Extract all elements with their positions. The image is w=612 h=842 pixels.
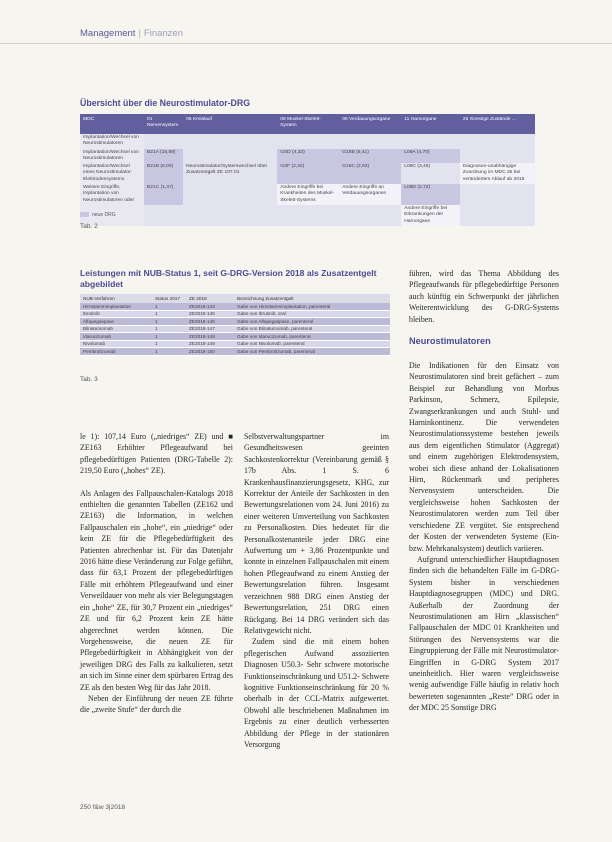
table1-cell: I10F (2,32) xyxy=(277,163,339,184)
table1-cell xyxy=(277,205,339,226)
header-subsection: Finanzen xyxy=(143,28,184,39)
table1-header-cell: 25 Sonstige Zustände ... xyxy=(460,114,535,134)
table2-header-cell: NUB-Verfahren xyxy=(80,294,152,303)
table2-cell: 1 xyxy=(152,325,186,333)
running-header xyxy=(80,28,183,39)
table2-cell: 1 xyxy=(152,310,186,318)
table1-header-cell: 01 Nervensystem xyxy=(144,114,183,134)
table1-title: Übersicht über die Neurostimulator-DRG xyxy=(80,98,251,108)
table1-cell xyxy=(460,205,535,226)
table1-cell xyxy=(144,205,183,226)
table2-cell: Gabe von Alfapegaspase, parenteral xyxy=(234,318,390,326)
table2-cell: Gabe von Hirnstammimplantation, parenteral xyxy=(234,303,390,310)
table2-header-cell: Bezeichnung Zusatzentgelt xyxy=(234,294,390,303)
paragraph: le 1): 107,14 Euro („niedriges“ ZE) und ■ ZE163 Erhöhter Pflegeaufwand bei pflegebedürftigen Patienten (DRG-Tabelle 2): 219,50 Euro („hohes“ ZE). xyxy=(80,432,233,476)
table1-cell: Neurostimulator/Systemwechsel über Zusatzentgelt ZE 107.01 xyxy=(183,163,277,184)
table2-header-cell: ZE 2018 xyxy=(186,294,234,303)
table1-cell: L09D (2,72) xyxy=(401,184,460,205)
table1-cell xyxy=(401,134,460,149)
table2-cell: Ibrutinib xyxy=(80,310,152,318)
header-separator: | xyxy=(138,28,141,39)
table2-cell: ZE2018-147 xyxy=(186,325,234,333)
table2-cell: ZE2018-149 xyxy=(186,340,234,348)
table1-cell xyxy=(339,134,401,149)
table2-cell: ZE2018-146 xyxy=(186,318,234,326)
table1-cell: Andere Eingriffe an Verdauungsorganen xyxy=(339,184,401,205)
legend-label: neue DRG xyxy=(92,212,116,218)
paragraph: Neben der Einführung der neuen ZE führte die „zweite Stufe“ der durch die xyxy=(80,693,233,715)
table2-row xyxy=(80,318,390,326)
table1-cell: B21C (1,47) xyxy=(144,184,183,205)
table2-cell: Gabe von Blinatumomab, parenteral xyxy=(234,325,390,333)
table2-row xyxy=(80,325,390,333)
paragraph: Zudem sind die mit einem hohen pflegerischen Aufwand assoziierten Diagnosen U50.3- Sehr schwere motorische Funktionseinschränkung und U51.2- Schwere kognitive Funktionseinschränkung für 20 % oberhalb in der CCL-Matrix aufgewertet. Obwohl alle beschriebenen Maßnahmen im Ergebnis zu einer deutlich verbesserten Abbildung der Pflege in der stationären Versorgung xyxy=(244,637,389,749)
table1-cell xyxy=(183,205,277,226)
table1-row-label: Weitere Eingriffe, Implantation von Neurostimulatoren oder xyxy=(80,184,144,205)
table2-cell: Pembrolizumab xyxy=(80,348,152,356)
body-column-3 xyxy=(409,360,559,714)
table1-caption: Tab. 2 xyxy=(80,223,98,230)
table2-cell: Gabe von Ibrutinib, oral xyxy=(234,310,390,318)
table1-header-cell: 11 Harnorgane xyxy=(401,114,460,134)
table2-row xyxy=(80,303,390,310)
table1-cell: L09C (3,46) xyxy=(401,163,460,184)
table2-row xyxy=(80,340,390,348)
table1-cell xyxy=(183,149,277,164)
paragraph: Die Indikationen für den Einsatz von Neurostimulatoren sind breit gefächert – zum Beispiel zur Behandlung von Morbus Parkinson, Schmerz, Epilepsie, Zwangserkrankungen und auch Stuhl- und Harninkontinenz. Die verwendeten Neurostimulationssysteme bestehen jeweils aus dem eigentlichen Stimulator (Aggregat) und einem zugehörigen Elektrodensystem, wobei sich diese anhand der Lokalisationen Hirn, Rückenmark und peripheres Nervensystem unterscheiden. Die vergleichsweise hohen Sachkosten der Neurostimulatoren werden zum Teil über verschiedene ZE vergütet. Sie entsprechend der Kosten der verwendeten Systeme (Ein- bzw. Mehrkanalsystem) deutlich variieren. xyxy=(409,361,559,553)
table1-header-cell: 06 Verdauungsorgane xyxy=(339,114,401,134)
section-heading: Neurostimulatoren xyxy=(409,336,491,346)
table1-cell: I10D (4,33) xyxy=(277,149,339,164)
table1-cell xyxy=(183,134,277,149)
table2-cell: ZE2018-150 xyxy=(186,348,234,356)
table1-cell: G18C (2,93) xyxy=(339,163,401,184)
table1-row xyxy=(80,163,535,184)
body-column-1 xyxy=(80,431,233,716)
table1-cell xyxy=(183,184,277,205)
table2-cell: 1 xyxy=(152,348,186,356)
table1-row xyxy=(80,149,535,164)
table2-cell: 1 xyxy=(152,340,186,348)
paragraph: führen, wird das Thema Abbildung des Pflegeaufwands für pflegebedürftige Personen auch künftig ein Schwerpunkt der jährlichen Weiterentwicklung des G-DRG-Systems bleiben. xyxy=(409,269,559,324)
table2-cell: 1 xyxy=(152,333,186,341)
table1-cell: B21A (15,89) xyxy=(144,149,183,164)
journal-name: f&w 3|2018 xyxy=(92,804,126,811)
header-rule xyxy=(0,43,612,44)
body-column-3-top xyxy=(409,268,559,325)
table2-cell: Nivolumab xyxy=(80,340,152,348)
page-number: 250 xyxy=(80,804,91,811)
table2-cell: Hirnstammimplantation xyxy=(80,303,152,310)
legend-swatch xyxy=(80,212,89,217)
table2-cell: ZE2018-144 xyxy=(186,303,234,310)
table1-row xyxy=(80,205,535,226)
body-column-2 xyxy=(244,431,389,750)
paragraph: Als Anlagen des Fallpauschalen-Katalogs 2018 enthielten die genannten Tabellen (ZE162 und ZE163) die Information, in welchen Fallpauschalen ein „hohe“, ein „niedrige“ oder kein ZE für die Pflegebedürftigkeit des Patienten abrechenbar ist. Für das Datenjahr 2016 hätte diese Veränderung zur Folge geführt, dass für 63,1 Prozent der pflegebedürftigen Fälle mit erhöhtem Pflegeaufwand und einer Verweildauer von mehr als vier Belegungstagen ein „hohe“ ZE, für 30,7 Prozent ein „niedriges“ ZE und für 6,2 Prozent kein ZE hätte abgerechnet werden können. Die Vorgehensweise, die neuen ZE für Pflegebedürftigkeit in Abhängigkeit von der jeweiligen DRG des Falls zu kalkulieren, setzt an sich im Sinne einer dem spürbaren Ertrag des ZE als den besten Weg für das Jahr 2018. xyxy=(80,488,233,692)
table2-cell: Gabe von Idarucizumab, parenteral xyxy=(234,333,390,341)
table2-caption: Tab. 3 xyxy=(80,376,98,383)
table1-cell xyxy=(144,134,183,149)
table1-cell: B21B (8,00) xyxy=(144,163,183,184)
table1-cell xyxy=(460,184,535,205)
table2-cell: Blinatumomab xyxy=(80,325,152,333)
table1-cell xyxy=(339,205,401,226)
table2-cell: ZE2018-148 xyxy=(186,333,234,341)
table2-cell: Alfapegaspase xyxy=(80,318,152,326)
table2-title: Leistungen mit NUB-Status 1, seit G-DRG-Version 2018 als Zusatzentgelt abgebildet xyxy=(80,268,377,289)
table1-header-cell: 05 Kreislauf xyxy=(183,114,277,134)
table2-cell: Gabe von Pembrolizumab, parenteral xyxy=(234,348,390,356)
table1-header-cell: 08 Muskel-Skelett-System xyxy=(277,114,339,134)
table1-cell: Andere Eingriffe bei Krankheiten des Muskel-Skelett-Systems xyxy=(277,184,339,205)
table1-header-row xyxy=(80,114,535,134)
table2-cell: Idarucizumab xyxy=(80,333,152,341)
table1-cell xyxy=(460,134,535,149)
page-footer xyxy=(80,804,125,811)
table1-cell: Diagnosen-unabhängige Zuordnung im MDC 25 bei verändertem Ablauf ab 2018 xyxy=(460,163,535,184)
table2-cell: 1 xyxy=(152,318,186,326)
table1-cell xyxy=(277,134,339,149)
table2-cell: Gabe von Nivolumab, parenteral xyxy=(234,340,390,348)
table2-row xyxy=(80,333,390,341)
table2-header-row xyxy=(80,294,390,303)
header-section: Management xyxy=(80,28,136,39)
table1-cell xyxy=(460,149,535,164)
table1-row-label: Implantation/Wechsel von Neurostimulatoren xyxy=(80,134,144,149)
table2-header-cell: Status 2017 xyxy=(152,294,186,303)
nub-status-table xyxy=(80,294,390,356)
table1-header-cell: MDC xyxy=(80,114,144,134)
paragraph: Aufgrund unterschiedlicher Hauptdiagnosen finden sich die behandelten Fälle im G-DRG-System bisher in verschiedenen Hauptdiagnosegruppen (MDC) und DRG. Außerhalb der Zuordnung der Neurostimulationen am Hirn „klassischen“ Fallpauschalen der MDC 01 Krankheiten und Störungen des Nervensystems war die Eingruppierung der Fälle mit Neurostimulator-Eingriffen in G-DRG System 2017 uneinheitlich. Hier waren vergleichsweise wenig aufwendige Fälle häufig in relativ hoch bewerteten sogenannten „Resteˮ DRG oder in der MDC 25 Sonstige DRG xyxy=(409,554,559,713)
table1-legend xyxy=(80,212,116,218)
table2-cell: ZE2018-145 xyxy=(186,310,234,318)
table1-row-label: Implantation/Wechsel von Neurostimulatoren xyxy=(80,149,144,164)
table1-row xyxy=(80,184,535,205)
table1-row xyxy=(80,134,535,149)
neurostimulator-drg-table xyxy=(80,114,535,226)
table2-row xyxy=(80,348,390,356)
table1-cell: G18B (5,41) xyxy=(339,149,401,164)
paragraph: Selbstverwaltungspartner im Gesundheitswesen geeinten Sachkostenkorrektur (Vereinbarung gemäß § 17b Abs. 1 S. 6 Krankenhausfinanzierungsgesetz, KHG, zur Korrektur der Anteile der Sachkosten in den Bewertungsrelationen vom 24. Juni 2016) zu einer weiteren Umverteilung von Sachkosten zu Personalkosten. Dies bedeutet für die Personalkostenanteile jeder DRG eine Aufwertung um + 3,86 Prozentpunkte und konnte in einzelnen Fallpauschalen mit einem hohen Pflegeaufwand zu einem Anstieg der Bewertungsrelation führen. Insgesamt verzeichnen 988 DRG einen Anstieg der Bewertungsrelation, 251 DRG einen Rückgang. Bei 14 DRG verändert sich das Relativgewicht nicht. xyxy=(244,432,389,635)
table2-cell: 1 xyxy=(152,303,186,310)
table1-cell: L09A (4,70) xyxy=(401,149,460,164)
table1-row-label: Implantation/Wechsel eines Neurostimulator-Elektrodensystems xyxy=(80,163,144,184)
table2-row xyxy=(80,310,390,318)
table1-cell: Andere Eingriffe bei Erkrankungen der Harnorgane xyxy=(401,205,460,226)
